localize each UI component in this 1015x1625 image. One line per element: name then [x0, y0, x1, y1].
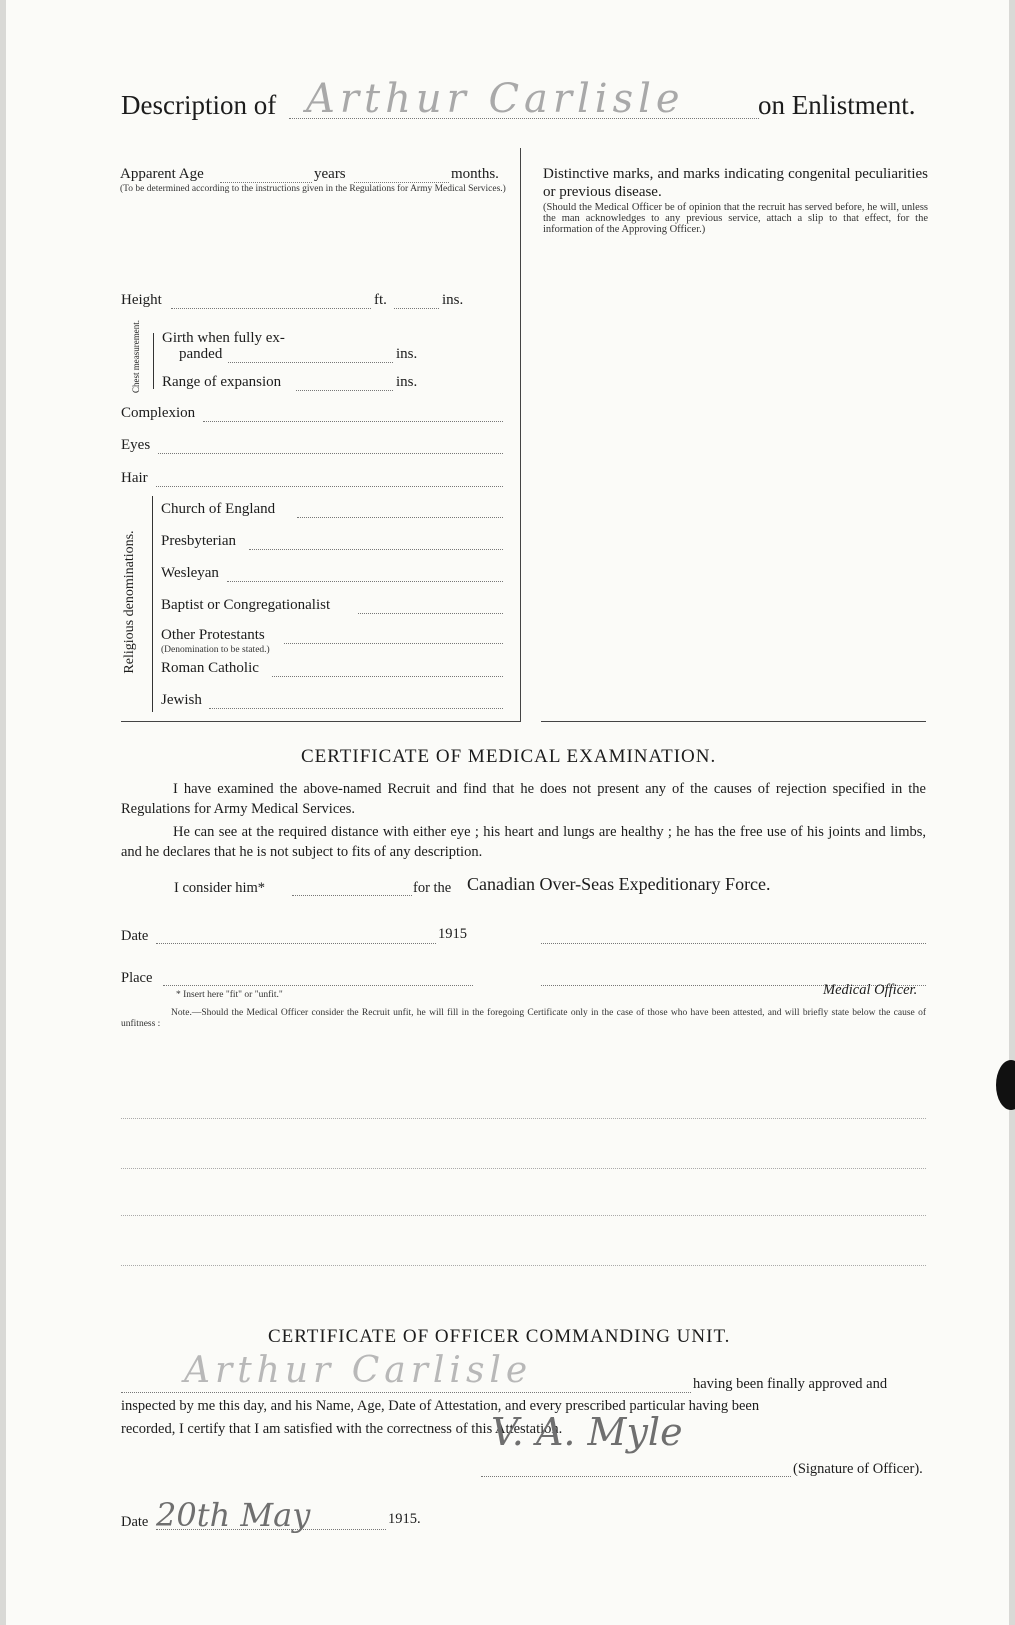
- eyes-label: Eyes: [121, 437, 151, 453]
- header-suffix: on Enlistment.: [758, 90, 916, 120]
- unfit-note: Note.—Should the Medical Officer consider the Recruit unfit, he will fill in the foregoing Certificate only in the case of those who have been attested, and will briefly state below the cause of unfitness :: [121, 1008, 926, 1029]
- years-label: years: [314, 166, 346, 182]
- commanding-line-1: having been finally approved and: [693, 1376, 888, 1392]
- medical-para-2: He can see at the required distance with either eye ; his heart and lungs are healthy ; he has the free use of his joints and limbs, and he declares that he is not subject to fits of any description.: [121, 824, 926, 860]
- religion-line-3: [358, 613, 503, 614]
- recruit-name-handwritten: Arthur Carlisle: [306, 76, 685, 122]
- complexion-label: Complexion: [121, 405, 196, 421]
- age-months-line: [354, 182, 449, 183]
- commanding-date-label: Date: [121, 1514, 149, 1530]
- for-the-label: for the: [413, 880, 452, 896]
- unfit-line-4: [121, 1265, 926, 1266]
- religion-wesleyan: Wesleyan: [161, 565, 219, 581]
- commanding-title: CERTIFICATE OF OFFICER COMMANDING UNIT.: [268, 1326, 731, 1347]
- age-years-line: [220, 182, 312, 183]
- height-ins-line: [394, 308, 439, 309]
- commanding-date-handwritten: 20th May: [156, 1496, 311, 1534]
- girth-label-2: panded: [179, 346, 223, 362]
- medical-place-label: Place: [121, 970, 153, 986]
- force-label: Canadian Over-Seas Expeditionary Force.: [467, 874, 771, 894]
- medical-year: 1915: [438, 926, 467, 942]
- medical-officer-label: Medical Officer.: [823, 982, 918, 998]
- hair-line: [156, 486, 503, 487]
- religion-line-4: [284, 643, 503, 644]
- section-rule-right: [541, 721, 926, 722]
- medical-title: CERTIFICATE OF MEDICAL EXAMINATION.: [301, 746, 717, 767]
- commanding-name-line: [121, 1392, 691, 1393]
- religion-jewish: Jewish: [161, 692, 202, 708]
- religion-other-protestants: Other Protestants: [161, 627, 265, 643]
- range-line: [296, 390, 393, 391]
- religion-line-6: [209, 708, 503, 709]
- age-note: (To be determined according to the instructions given in the Regulations for Army Medical Services.): [120, 184, 506, 194]
- range-ins: ins.: [396, 374, 418, 390]
- header-prefix: Description of: [121, 90, 277, 120]
- marks-note: (Should the Medical Officer be of opinion that the recruit has served before, he will, unless the man acknowledges to any previous service, attach a slip to that effect, for the information of the Approving Officer.): [543, 202, 928, 235]
- officer-signature-handwritten: V. A. Myle: [491, 1410, 683, 1454]
- insert-note: * Insert here "fit" or "unfit.": [176, 990, 283, 1000]
- eyes-line: [158, 453, 503, 454]
- religion-brace: [152, 496, 153, 712]
- hair-label: Hair: [121, 470, 148, 486]
- medical-place-line: [163, 985, 473, 986]
- medical-date-label: Date: [121, 928, 149, 944]
- medical-signature-line: [541, 943, 926, 944]
- consider-line: [292, 895, 412, 896]
- denomination-note: (Denomination to be stated.): [161, 645, 270, 655]
- punch-hole: [996, 1060, 1015, 1110]
- chest-side-label: Chest measurement.: [131, 320, 141, 393]
- commanding-line-3: recorded, I certify that I am satisfied with the correctness of this Attestation.: [121, 1421, 563, 1437]
- religion-roman-catholic: Roman Catholic: [161, 660, 259, 676]
- consider-label: I consider him*: [174, 880, 266, 896]
- unfit-line-3: [121, 1215, 926, 1216]
- height-ft-line: [171, 308, 371, 309]
- ins-label: ins.: [442, 292, 464, 308]
- section-rule-left: [121, 721, 521, 722]
- medical-para-1: I have examined the above-named Recruit and find that he does not present any of the causes of rejection specified in the Regulations for Army Medical Services.: [121, 781, 926, 817]
- religion-line-0: [297, 517, 503, 518]
- religion-presbyterian: Presbyterian: [161, 533, 236, 549]
- chest-brace: [153, 333, 154, 389]
- religion-line-5: [272, 676, 503, 677]
- ft-label: ft.: [374, 292, 387, 308]
- girth-line: [228, 362, 393, 363]
- marks-title: Distinctive marks, and marks indicating congenital peculiarities or previous disease.: [543, 166, 928, 200]
- age-label: Apparent Age: [120, 166, 204, 182]
- religion-baptist: Baptist or Congregationalist: [161, 597, 331, 613]
- unfit-line-2: [121, 1168, 926, 1169]
- attestation-page: [6, 0, 1009, 1625]
- column-divider: [520, 148, 521, 721]
- officer-signature-line: [481, 1476, 791, 1477]
- religion-line-2: [227, 581, 503, 582]
- signature-label: (Signature of Officer).: [793, 1461, 923, 1477]
- girth-label-1: Girth when fully ex-: [162, 330, 285, 346]
- complexion-line: [203, 421, 503, 422]
- religion-side-label: Religious denominations.: [122, 530, 137, 674]
- religion-line-1: [249, 549, 503, 550]
- height-label: Height: [121, 292, 162, 308]
- medical-date-line: [156, 943, 436, 944]
- range-label: Range of expansion: [162, 374, 282, 390]
- commanding-year: 1915.: [388, 1511, 421, 1527]
- months-label: months.: [451, 166, 499, 182]
- girth-ins: ins.: [396, 346, 418, 362]
- commanding-line-2: inspected by me this day, and his Name, Age, Date of Attestation, and every prescribed particular having been: [121, 1398, 760, 1414]
- religion-church-of-england: Church of England: [161, 501, 276, 517]
- name-line: [289, 118, 759, 119]
- unfit-line-1: [121, 1118, 926, 1119]
- commanding-name-handwritten: Arthur Carlisle: [184, 1350, 533, 1391]
- commanding-date-line: [156, 1529, 386, 1530]
